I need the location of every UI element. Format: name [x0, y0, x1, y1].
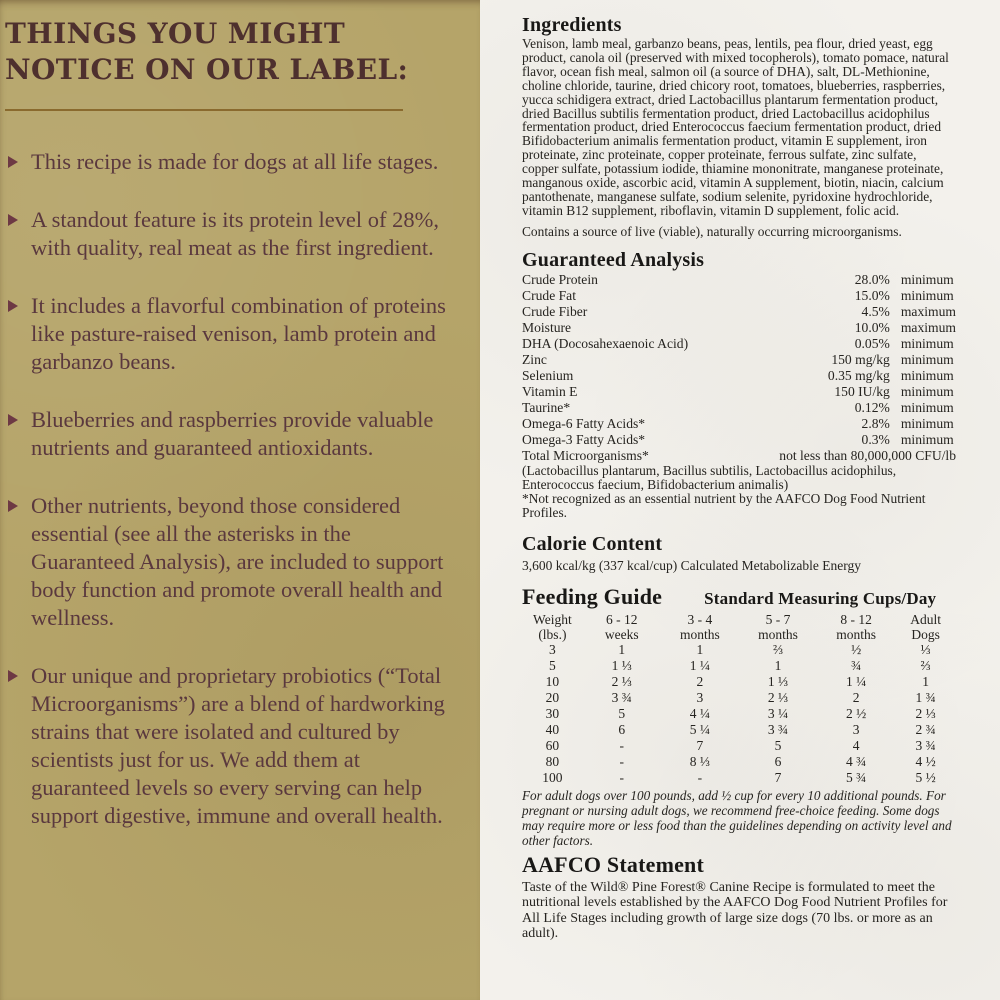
table-row [522, 384, 956, 400]
table-cell: 3 [696, 689, 704, 705]
table-cell: Dogs [911, 626, 940, 642]
table-cell: Vitamin E [522, 383, 578, 399]
table-cell: 3 ¼ [767, 705, 789, 721]
table-cell: 2 ⅓ [767, 689, 789, 705]
table-row [522, 722, 956, 738]
table-cell: - [697, 769, 703, 785]
table-cell: 1 [696, 641, 704, 657]
table-cell: 5 [549, 657, 556, 673]
table-row [522, 754, 956, 770]
table-cell: 4 ½ [915, 753, 936, 769]
table-row [522, 627, 956, 642]
bullet-text: Blueberries and raspberries provide valuable nutrients and guaranteed antioxidants. [31, 407, 434, 460]
table-row [522, 416, 956, 432]
heading-divider-rule [5, 109, 403, 111]
table-cell: 3 - 4 [687, 611, 713, 627]
bullet-triangle-icon [8, 214, 18, 226]
bullet-triangle-icon [8, 156, 18, 168]
table-cell: months [758, 626, 798, 642]
table-cell: 2 [852, 689, 860, 705]
feeding-guide-footnote: For adult dogs over 100 pounds, add ½ cup for every 10 additional pounds. For pregnant or nursing adult dogs, we recommend free-choice feeding. Some dogs may require more or less food than the guidelines depending on activity level and other factors. [522, 787, 952, 848]
table-cell: 40 [545, 721, 560, 737]
table-cell: 0.12% [854, 399, 890, 415]
table-cell: 1 ¾ [915, 689, 936, 705]
callout-bullet-list [5, 148, 472, 830]
table-cell: 80 [545, 753, 560, 769]
table-cell: 3 [852, 721, 860, 737]
table-cell: - [619, 769, 625, 785]
table-cell: Crude Protein [522, 271, 598, 287]
bullet-text: Other nutrients, beyond those considered essential (see all the asterisks in the Guaranteed Analysis), are included to support body function and promote overall health and wellness. [31, 493, 444, 630]
table-cell: 150 IU/kg [834, 383, 890, 399]
table-cell: 0.05% [854, 335, 890, 351]
table-cell: 7 [774, 769, 782, 785]
table-cell: DHA (Docosahexaenoic Acid) [522, 335, 689, 351]
left-panel-heading: THINGS YOU MIGHT NOTICE ON OUR LABEL: [5, 17, 409, 86]
calorie-content-section [522, 532, 956, 573]
table-cell: 5 - 7 [765, 611, 791, 627]
table-cell: 1 ¼ [846, 673, 867, 689]
list-item [5, 148, 457, 176]
table-row [522, 612, 956, 627]
table-cell: 1 [922, 673, 929, 689]
table-cell: ⅔ [772, 641, 784, 657]
table-row [522, 288, 956, 304]
table-row [522, 642, 956, 658]
table-row [522, 368, 956, 384]
table-cell: weeks [604, 626, 639, 642]
table-row [522, 400, 956, 416]
table-cell: Zinc [522, 351, 547, 367]
table-cell: minimum [900, 383, 954, 399]
table-cell: 0.35 mg/kg [827, 367, 890, 383]
table-cell: maximum [900, 319, 956, 335]
table-cell: 5 ½ [915, 769, 936, 785]
measuring-cups-subheading: Standard Measuring Cups/Day [704, 588, 937, 608]
ingredients-section [522, 13, 956, 239]
table-row [522, 738, 956, 754]
table-cell: 150 mg/kg [831, 351, 890, 367]
table-cell: 4.5% [861, 303, 890, 319]
table-cell: minimum [900, 335, 954, 351]
feeding-guide-column-headers [522, 612, 956, 642]
table-row [522, 336, 956, 352]
calorie-content-text: 3,600 kcal/kg (337 kcal/cup) Calculated Metabolizable Energy [522, 557, 862, 573]
bullet-triangle-icon [8, 300, 18, 312]
table-cell: ⅔ [920, 657, 931, 673]
table-cell: 1 [618, 641, 626, 657]
bullet-text: It includes a flavorful combination of proteins like pasture-raised venison, lamb protein and garbanzo beans. [31, 293, 446, 374]
table-row [522, 658, 956, 674]
table-cell: 6 - 12 [606, 611, 638, 627]
table-cell: 3 ¾ [767, 721, 789, 737]
table-cell: ½ [851, 641, 862, 657]
table-cell: - [619, 753, 625, 769]
calorie-content-heading: Calorie Content [522, 532, 663, 555]
table-cell: months [836, 626, 877, 642]
feeding-guide-section [522, 584, 956, 848]
table-cell: ⅓ [920, 641, 931, 657]
table-cell: - [619, 737, 625, 753]
list-item [5, 492, 457, 632]
bullet-text: This recipe is made for dogs at all life stages. [31, 149, 439, 174]
table-cell: 3 ¾ [611, 689, 632, 705]
table-cell: minimum [900, 367, 954, 383]
table-cell: 6 [774, 753, 782, 769]
table-cell: 1 ⅓ [767, 673, 789, 689]
list-item [5, 406, 457, 462]
table-cell: 4 [852, 737, 860, 753]
total-microorganisms-row [522, 448, 956, 464]
table-cell: months [680, 626, 720, 642]
table-cell: minimum [900, 351, 954, 367]
table-row [522, 272, 956, 288]
table-cell: 1 [774, 657, 782, 673]
table-row [522, 770, 956, 786]
table-cell: minimum [900, 399, 954, 415]
table-cell: 1 ¼ [689, 657, 711, 673]
table-cell: Adult [910, 611, 941, 627]
table-cell: Moisture [522, 319, 572, 335]
table-cell: 30 [545, 705, 560, 721]
table-cell: minimum [900, 287, 954, 303]
table-cell: ¾ [851, 657, 862, 673]
table-cell: 2 ½ [846, 705, 867, 721]
table-cell: maximum [900, 303, 956, 319]
table-cell: 20 [545, 689, 560, 705]
table-cell: 15.0% [854, 287, 890, 303]
table-cell: 7 [696, 737, 704, 753]
table-row [522, 674, 956, 690]
table-cell: 3 [549, 641, 556, 657]
microorganisms-note: Contains a source of live (viable), naturally occurring microorganisms. [522, 223, 902, 239]
table-cell: minimum [900, 271, 954, 287]
list-item [5, 292, 457, 376]
bullet-triangle-icon [8, 500, 18, 512]
bullet-triangle-icon [8, 670, 18, 682]
table-cell: 6 [618, 721, 626, 737]
left-callouts-panel [0, 0, 480, 1000]
list-item [5, 206, 457, 262]
table-cell: 10 [545, 673, 560, 689]
ingredients-text: Venison, lamb meal, garbanzo beans, peas, lentils, pea flour, dried yeast, egg product, canola oil (preserved with mixed tocopherols), tomato pomace, natural flavor, ocean fish meal, salmon oil (a source of DHA), salt, DL-Methionine, choline chloride, taurine, dried chicory root, tomatoes, blueberries, raspberries, yucca schidigera extract, dried Lactobacillus plantarum fermentation product, dried Bacillus subtilis fermentation product, dried Lactobacillus acidophilus fermentation product, dried Enterococcus faecium fermentation product, dried Bifidobacterium animalis fermentation product, vitamin E supplement, iron proteinate, zinc proteinate, copper proteinate, ferrous sulfate, zinc sulfate, copper sulfate, potassium iodide, thiamine mononitrate, manganese proteinate, manganous oxide, ascorbic acid, vitamin A supplement, biotin, niacin, calcium pantothenate, manganese sulfate, sodium selenite, pyridoxine hydrochloride, vitamin B12 supplement, riboflavin, vitamin D supplement, folic acid. [522, 36, 949, 218]
total-microorganisms-value: not less than 80,000,000 CFU/lb [779, 447, 956, 463]
table-cell: 5 ¾ [846, 769, 867, 785]
guaranteed-analysis-heading: Guaranteed Analysis [522, 248, 705, 271]
bullet-triangle-icon [8, 414, 18, 426]
table-cell: Weight [533, 611, 572, 627]
table-row [522, 352, 956, 368]
bullet-text: A standout feature is its protein level of 28%, with quality, real meat as the first ingredient. [31, 207, 440, 260]
table-row [522, 432, 956, 448]
table-cell: 2.8% [861, 415, 890, 431]
table-row [522, 320, 956, 336]
table-cell: 10.0% [854, 319, 890, 335]
feeding-guide-heading: Feeding Guide [522, 583, 663, 609]
guaranteed-analysis-section [522, 248, 956, 521]
table-cell: 1 ⅓ [611, 657, 632, 673]
table-cell: minimum [900, 431, 954, 447]
aafco-statement-heading: AAFCO Statement [522, 851, 705, 877]
table-cell: (lbs.) [538, 626, 567, 642]
table-cell: minimum [900, 415, 954, 431]
feeding-guide-body [522, 642, 956, 786]
table-row [522, 304, 956, 320]
table-cell: 60 [545, 737, 560, 753]
table-cell: 8 ⅓ [689, 753, 711, 769]
table-cell: 2 ⅓ [915, 705, 936, 721]
table-row [522, 706, 956, 722]
table-cell: 4 ¼ [689, 705, 711, 721]
bullet-text: Our unique and proprietary probiotics (“Total Microorganisms”) are a blend of hardworking strains that were isolated and cultured by scientists just for us. We add them at guaranteed levels so every serving can help support digestive, immune and overall health. [31, 663, 445, 828]
table-cell: 2 [696, 673, 704, 689]
table-cell: 2 ¾ [915, 721, 936, 737]
feeding-guide-table [522, 612, 956, 786]
asterisk-footnote: *Not recognized as an essential nutrient by the AAFCO Dog Food Nutrient Profiles. [522, 491, 926, 521]
microorganism-species-list: (Lactobacillus plantarum, Bacillus subtilis, Lactobacillus acidophilus, Enterococcus faecium, Bifidobacterium animalis) [522, 462, 897, 492]
list-item [5, 662, 457, 830]
table-cell: 3 ¾ [915, 737, 936, 753]
ingredients-heading: Ingredients [522, 14, 622, 36]
table-cell: 0.3% [861, 431, 890, 447]
table-cell: Crude Fiber [522, 303, 588, 319]
table-cell: Omega-3 Fatty Acids* [522, 431, 646, 447]
aafco-statement-text: Taste of the Wild® Pine Forest® Canine Recipe is formulated to meet the nutritional levels established by the AAFCO Dog Food Nutrient Profiles for All Life Stages including growth of large size dogs (70 lbs. or more as an adult). [522, 879, 948, 942]
table-cell: 8 - 12 [840, 611, 872, 627]
table-cell: Selenium [522, 367, 574, 383]
table-cell: Crude Fat [522, 287, 576, 303]
guaranteed-analysis-table [522, 272, 956, 448]
total-microorganisms-label: Total Microorganisms* [522, 447, 649, 463]
table-cell: 5 ¼ [689, 721, 711, 737]
table-cell: 100 [542, 769, 563, 785]
table-cell: 2 ⅓ [611, 673, 632, 689]
nutrition-label-panel [480, 0, 1000, 1000]
table-cell: Omega-6 Fatty Acids* [522, 415, 646, 431]
table-cell: 5 [618, 705, 626, 721]
table-cell: 28.0% [854, 271, 890, 287]
table-cell: 4 ¾ [846, 753, 867, 769]
aafco-statement-section [522, 852, 956, 942]
table-row [522, 690, 956, 706]
feeding-guide-header [522, 584, 956, 610]
table-cell: 5 [774, 737, 782, 753]
table-cell: Taurine* [522, 399, 571, 415]
